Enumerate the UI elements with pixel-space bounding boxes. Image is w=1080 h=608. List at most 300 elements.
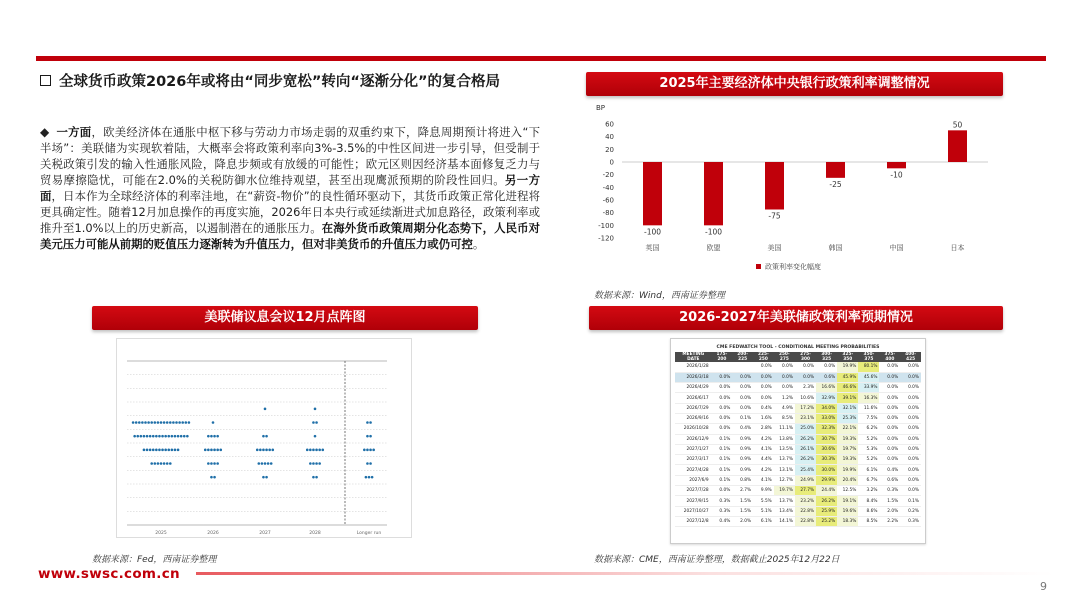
policy-rate-bar-chart — [588, 100, 1004, 280]
probability-cell: 25.4% — [795, 465, 816, 475]
probability-cell: 33.0% — [816, 413, 837, 423]
fomc-dot — [315, 476, 318, 479]
dotplot-source: 数据来源：Fed，西南证券整理 — [92, 555, 217, 565]
probability-cell: 0.0% — [879, 393, 900, 403]
probability-cell: 26.2% — [795, 434, 816, 444]
fomc-dot — [306, 449, 309, 452]
legend-label: 政策利率变化幅度 — [765, 263, 821, 271]
fomc-dot — [166, 421, 169, 424]
cme-probability-table — [675, 352, 921, 527]
probability-cell: 11.1% — [774, 424, 795, 434]
meeting-date-cell: 2027/3/17 — [675, 455, 712, 465]
probability-cell: 6.1% — [753, 516, 774, 526]
fomc-dot — [265, 476, 268, 479]
cme-source: 数据来源：CME，西南证券整理，数据截止2025年12月22日 — [594, 555, 840, 565]
probability-cell: 0.0% — [712, 393, 733, 403]
fomc-dot — [264, 462, 267, 465]
fomc-dot — [366, 421, 369, 424]
probability-cell: 5.3% — [858, 444, 879, 454]
probability-cell: 0.3% — [879, 486, 900, 496]
probability-cell: 0.0% — [753, 383, 774, 393]
probability-cell: 0.0% — [712, 403, 733, 413]
y-tick-label: -120 — [598, 234, 614, 243]
probability-cell: 0.1% — [712, 455, 733, 465]
probability-cell: 0.0% — [712, 424, 733, 434]
probability-cell: 0.6% — [879, 475, 900, 485]
probability-cell: 0.4% — [753, 403, 774, 413]
fomc-dot — [135, 421, 138, 424]
probability-cell: 8.5% — [774, 413, 795, 423]
section-heading — [40, 72, 540, 92]
fomc-dot — [171, 435, 174, 438]
y-tick-label: -80 — [602, 209, 614, 218]
probability-cell: 25.2% — [816, 516, 837, 526]
bar-韩国 — [826, 162, 845, 178]
fomc-dot — [212, 421, 215, 424]
cme-table-body — [675, 362, 921, 527]
probability-cell: 0.0% — [879, 434, 900, 444]
legend-swatch — [756, 264, 761, 269]
cme-banner: 2026-2027年美联储政策利率预期情况 — [589, 306, 1003, 330]
diamond-bullet-icon: ◆ — [40, 125, 50, 139]
y-tick-label: -40 — [602, 183, 614, 192]
probability-cell: 13.5% — [774, 444, 795, 454]
fomc-dot — [144, 421, 147, 424]
header-rule — [36, 56, 1046, 61]
fomc-dot — [178, 421, 181, 424]
bar-欧盟 — [704, 162, 723, 225]
table-row — [675, 516, 921, 526]
fomc-dot — [365, 476, 368, 479]
dotplot-x-label: 2028 — [309, 531, 321, 536]
probability-cell: 0.8% — [732, 475, 753, 485]
cme-column-header: 200-225 — [732, 352, 753, 362]
footer-url[interactable]: www.swsc.com.cn — [38, 566, 180, 582]
probability-cell: 12.5% — [837, 486, 858, 496]
probability-cell: 19.7% — [774, 486, 795, 496]
probability-cell: 16.3% — [858, 393, 879, 403]
probability-cell: 39.1% — [837, 393, 858, 403]
probability-cell: 5.2% — [858, 434, 879, 444]
fomc-dot — [210, 462, 213, 465]
probability-cell: 0.1% — [712, 444, 733, 454]
probability-cell: 1.6% — [753, 413, 774, 423]
fomc-dot — [216, 462, 219, 465]
y-tick-label: -100 — [598, 221, 614, 230]
fomc-dot — [210, 449, 213, 452]
probability-cell: 4.1% — [753, 475, 774, 485]
y-tick-label: 40 — [605, 133, 614, 142]
fomc-dot — [366, 449, 369, 452]
fomc-dot — [143, 449, 146, 452]
meeting-date-cell: 2027/12/8 — [675, 516, 712, 526]
fomc-dot — [213, 462, 216, 465]
probability-cell: 26.2% — [795, 455, 816, 465]
probability-cell: 26.1% — [795, 444, 816, 454]
fomc-dot — [207, 449, 210, 452]
probability-cell: 22.1% — [837, 424, 858, 434]
fomc-dot — [369, 462, 372, 465]
fomc-dot — [262, 449, 265, 452]
probability-cell: 24.9% — [795, 475, 816, 485]
probability-cell: 0.0% — [712, 372, 733, 382]
x-category-label: 韩国 — [828, 244, 843, 252]
cme-column-header: 400-425 — [900, 352, 921, 362]
fomc-dotplot-figure — [116, 338, 412, 538]
meeting-date-cell: 2026/6/17 — [675, 393, 712, 403]
fomc-dot — [163, 462, 166, 465]
probability-cell: 0.0% — [732, 393, 753, 403]
probability-cell: 0.0% — [879, 372, 900, 382]
fomc-dot — [258, 462, 261, 465]
dotplot-x-label: Longer run — [356, 531, 382, 536]
table-row — [675, 506, 921, 516]
cme-column-header: MEETING DATE — [675, 352, 712, 362]
table-row — [675, 362, 921, 372]
probability-cell: 19.9% — [837, 465, 858, 475]
fomc-dot — [167, 435, 170, 438]
cme-column-header: 300-325 — [816, 352, 837, 362]
probability-cell: 23.1% — [795, 413, 816, 423]
probability-cell: 30.0% — [816, 465, 837, 475]
probability-cell: 14.1% — [774, 516, 795, 526]
fomc-dot — [268, 449, 271, 452]
probability-cell: 20.4% — [837, 475, 858, 485]
meeting-date-cell: 2027/4/28 — [675, 465, 712, 475]
probability-cell: 0.0% — [712, 486, 733, 496]
fomc-dot — [132, 421, 135, 424]
probability-cell: 0.6% — [816, 372, 837, 382]
bar-英国 — [643, 162, 662, 225]
probability-cell: 13.4% — [774, 506, 795, 516]
probability-cell: 0.0% — [900, 383, 921, 393]
probability-cell: 0.0% — [900, 424, 921, 434]
cme-column-header: 350-375 — [858, 352, 879, 362]
probability-cell: 0.9% — [732, 455, 753, 465]
probability-cell: 11.6% — [858, 403, 879, 413]
fomc-dot — [136, 435, 139, 438]
probability-cell: 12.7% — [774, 475, 795, 485]
fomc-dot — [369, 449, 372, 452]
para-3-tail: 。 — [472, 237, 485, 251]
fomc-dot — [157, 421, 160, 424]
barchart-source: 数据来源：Wind，西南证券整理 — [594, 291, 725, 301]
probability-cell: 0.0% — [795, 372, 816, 382]
probability-cell: 0.0% — [900, 486, 921, 496]
cme-fedwatch-figure — [670, 338, 926, 544]
fomc-dot — [185, 421, 188, 424]
fomc-dot — [261, 462, 264, 465]
fomc-dot — [161, 449, 164, 452]
meeting-date-cell: 2026/10/28 — [675, 424, 712, 434]
cme-header-row — [675, 352, 921, 362]
probability-cell: 0.0% — [774, 383, 795, 393]
probability-cell: 19.3% — [837, 455, 858, 465]
fomc-dot — [150, 462, 153, 465]
probability-cell: 0.0% — [816, 362, 837, 372]
fomc-dot — [188, 421, 191, 424]
table-row — [675, 413, 921, 423]
fomc-dot — [315, 449, 318, 452]
probability-cell: 0.0% — [900, 465, 921, 475]
probability-cell: 0.0% — [712, 383, 733, 393]
fomc-dot — [146, 435, 149, 438]
fomc-dot — [213, 476, 216, 479]
fomc-dot — [265, 449, 268, 452]
probability-cell: 2.0% — [879, 506, 900, 516]
fomc-dot — [157, 462, 160, 465]
probability-cell: 0.0% — [900, 444, 921, 454]
probability-cell: 0.0% — [879, 424, 900, 434]
probability-cell: 0.0% — [900, 455, 921, 465]
barchart-banner: 2025年主要经济体中央银行政策利率调整情况 — [586, 72, 1003, 96]
probability-cell: 0.0% — [753, 393, 774, 403]
probability-cell: 25.3% — [837, 413, 858, 423]
probability-cell: 19.1% — [837, 496, 858, 506]
probability-cell: 26.2% — [816, 496, 837, 506]
bar-data-label: -100 — [704, 227, 723, 237]
probability-cell: 19.7% — [837, 444, 858, 454]
fomc-dot — [163, 421, 166, 424]
probability-cell: 17.2% — [795, 403, 816, 413]
probability-cell: 9.9% — [753, 486, 774, 496]
fomc-dot — [213, 449, 216, 452]
dotplot-x-label: 2025 — [155, 531, 167, 536]
probability-cell: 23.2% — [795, 496, 816, 506]
probability-cell: 45.6% — [858, 372, 879, 382]
probability-cell: 2.0% — [732, 516, 753, 526]
fomc-dot — [368, 476, 371, 479]
probability-cell: 0.1% — [900, 496, 921, 506]
probability-cell — [732, 362, 753, 372]
table-row — [675, 383, 921, 393]
probability-cell: 0.4% — [732, 424, 753, 434]
fomc-dot — [174, 435, 177, 438]
fomc-dot — [207, 462, 210, 465]
fomc-dot — [169, 462, 172, 465]
fomc-dot — [363, 449, 366, 452]
bar-data-label: 50 — [952, 120, 963, 130]
fomc-dot — [166, 462, 169, 465]
section-heading-text: 全球货币政策2026年或将由“同步宽松”转向“逐渐分化”的复合格局 — [59, 74, 500, 90]
cme-column-header: 325-350 — [837, 352, 858, 362]
meeting-date-cell: 2027/6/9 — [675, 475, 712, 485]
probability-cell: 0.0% — [795, 362, 816, 372]
para-1-text: ，欧美经济体在通胀中枢下移与劳动力市场走弱的双重约束下，降息周期预计将进入“下半场”：美联储为实现软着陆，大概率会将政策利率向3%-3.5%的中性区间进一步引导，但受制于关税政策引发的输入性通胀风险，降息步频或有放缓的可能性；欧元区则因经济基本面修复乏力与贸易摩擦隐忧，可能在2.0%的关税防御水位维持观望，甚至出现鹰派预期的阶段性回归。 — [40, 125, 540, 187]
meeting-date-cell: 2026/9/16 — [675, 413, 712, 423]
fomc-dot — [155, 435, 158, 438]
fomc-dot — [154, 421, 157, 424]
probability-cell: 0.9% — [732, 465, 753, 475]
meeting-date-cell: 2026/1/28 — [675, 362, 712, 372]
probability-cell: 0.0% — [879, 413, 900, 423]
bar-data-label: -100 — [643, 227, 662, 237]
y-tick-label: 20 — [605, 145, 614, 154]
fomc-dot — [270, 462, 273, 465]
checkbox-bullet-icon — [40, 75, 51, 86]
probability-cell: 7.5% — [858, 413, 879, 423]
x-category-label: 中国 — [889, 244, 904, 252]
probability-cell: 0.0% — [900, 413, 921, 423]
probability-cell: 30.7% — [816, 434, 837, 444]
meeting-date-cell: 2027/9/15 — [675, 496, 712, 506]
fomc-dot — [309, 449, 312, 452]
probability-cell: 2.8% — [753, 424, 774, 434]
probability-cell: 4.9% — [774, 403, 795, 413]
probability-cell: 0.0% — [900, 362, 921, 372]
para-1-lead: 一方面 — [56, 125, 92, 139]
para-2-lead: 另一方面 — [40, 173, 540, 203]
probability-cell: 16.6% — [816, 383, 837, 393]
fomc-dot — [210, 435, 213, 438]
table-row — [675, 486, 921, 496]
probability-cell: 2.7% — [732, 486, 753, 496]
probability-cell: 32.1% — [837, 403, 858, 413]
bar-美国 — [765, 162, 784, 210]
para-2-text: ，日本作为全球经济体的利率洼地，在“薪资-物价”的良性循环驱动下，其货币政策正常化进程将更具确定性。随着12月加息操作的再度实施，2026年日本央行或延续渐进式加息路径，政策利率或推升至1.0%以上的历史新高，以遏制潜在的通胀压力。 — [40, 189, 540, 235]
meeting-date-cell: 2027/7/28 — [675, 486, 712, 496]
probability-cell: 13.7% — [774, 496, 795, 506]
y-tick-label: -20 — [602, 171, 614, 180]
cme-column-header: 375-400 — [879, 352, 900, 362]
dotplot-svg — [117, 339, 413, 539]
fomc-dot — [164, 449, 167, 452]
fomc-dot — [154, 462, 157, 465]
probability-cell: 33.9% — [858, 383, 879, 393]
probability-cell: 0.0% — [900, 475, 921, 485]
fomc-dot — [314, 435, 317, 438]
bar-中国 — [887, 162, 906, 168]
fomc-dot — [160, 462, 163, 465]
probability-cell: 0.0% — [774, 372, 795, 382]
probability-cell: 0.4% — [879, 465, 900, 475]
probability-cell: 19.9% — [837, 362, 858, 372]
fomc-dot — [169, 421, 172, 424]
fomc-dot — [141, 421, 144, 424]
probability-cell: 30.3% — [816, 455, 837, 465]
fomc-dot — [180, 435, 183, 438]
probability-cell: 46.6% — [837, 383, 858, 393]
page-number: 9 — [1040, 580, 1047, 593]
fomc-dot — [271, 449, 274, 452]
bar-data-label: -75 — [768, 211, 781, 221]
cme-column-header: 225-250 — [753, 352, 774, 362]
fomc-dot — [152, 435, 155, 438]
probability-cell: 1.5% — [732, 506, 753, 516]
x-category-label: 英国 — [645, 244, 660, 252]
y-tick-label: 0 — [609, 158, 614, 167]
fomc-dot — [216, 435, 219, 438]
probability-cell: 13.1% — [774, 465, 795, 475]
dotplot-banner: 美联储议息会议12月点阵图 — [92, 306, 478, 330]
probability-cell: 0.1% — [712, 475, 733, 485]
table-row — [675, 403, 921, 413]
x-category-label: 欧盟 — [706, 244, 721, 252]
fomc-dot — [158, 449, 161, 452]
probability-cell: 25.9% — [816, 506, 837, 516]
fomc-dot — [149, 449, 152, 452]
fomc-dot — [213, 435, 216, 438]
bar-data-label: -25 — [829, 179, 842, 189]
probability-cell: 2.2% — [879, 516, 900, 526]
y-tick-label: -60 — [602, 196, 614, 205]
probability-cell: 29.9% — [816, 475, 837, 485]
probability-cell: 27.7% — [795, 486, 816, 496]
probability-cell: 6.2% — [858, 424, 879, 434]
probability-cell: 0.3% — [712, 496, 733, 506]
x-category-label: 日本 — [950, 244, 965, 252]
fomc-dot — [204, 449, 207, 452]
probability-cell: 1.5% — [732, 496, 753, 506]
probability-cell: 19.3% — [837, 434, 858, 444]
probability-cell: 1.5% — [879, 496, 900, 506]
meeting-date-cell: 2026/3/18 — [675, 372, 712, 382]
probability-cell: 0.0% — [753, 362, 774, 372]
cme-column-header: 175-200 — [712, 352, 733, 362]
fomc-dot — [177, 435, 180, 438]
probability-cell: 34.0% — [816, 403, 837, 413]
fomc-dot — [152, 449, 155, 452]
fomc-dot — [259, 449, 262, 452]
dotplot-x-label: 2026 — [207, 531, 219, 536]
probability-cell: 0.0% — [879, 362, 900, 372]
probability-cell: 0.4% — [712, 516, 733, 526]
para-3-lead: 在海外货币政策周期分化态势下，人民币对美元压力可能从前期的贬值压力逐渐转为升值压力，但对非美货币的升值压力或仍可控 — [40, 221, 540, 251]
fomc-dot — [315, 462, 318, 465]
x-category-label: 美国 — [767, 244, 782, 252]
fomc-dot — [256, 449, 259, 452]
bar-chart-svg — [588, 100, 1004, 280]
fomc-dot — [312, 421, 315, 424]
probability-cell: 0.1% — [712, 465, 733, 475]
probability-cell: 5.5% — [753, 496, 774, 506]
fomc-dot — [160, 421, 163, 424]
table-row — [675, 424, 921, 434]
probability-cell: 3.2% — [858, 486, 879, 496]
fomc-dot — [318, 462, 321, 465]
probability-cell: 4.2% — [753, 465, 774, 475]
bar-日本 — [948, 130, 967, 162]
probability-cell: 4.4% — [753, 455, 774, 465]
fomc-dot — [371, 476, 374, 479]
fomc-dot — [183, 435, 186, 438]
meeting-date-cell: 2027/1/27 — [675, 444, 712, 454]
fomc-dot — [155, 449, 158, 452]
probability-cell: 6.7% — [858, 475, 879, 485]
probability-cell: 5.1% — [753, 506, 774, 516]
probability-cell: 22.8% — [795, 516, 816, 526]
fomc-dot — [147, 421, 150, 424]
fomc-dot — [366, 462, 369, 465]
fomc-dot — [314, 408, 317, 411]
probability-cell: 13.8% — [774, 434, 795, 444]
fomc-dot — [312, 462, 315, 465]
fomc-dot — [207, 435, 210, 438]
fomc-dot — [267, 462, 270, 465]
probability-cell: 13.7% — [774, 455, 795, 465]
bar-data-label: -10 — [890, 170, 903, 180]
probability-cell: 10.6% — [795, 393, 816, 403]
probability-cell: 0.0% — [900, 393, 921, 403]
table-row — [675, 372, 921, 382]
probability-cell: 24.4% — [816, 486, 837, 496]
fomc-dot — [167, 449, 170, 452]
probability-cell: 4.1% — [753, 444, 774, 454]
meeting-date-cell: 2026/4/29 — [675, 383, 712, 393]
probability-cell: 0.2% — [900, 506, 921, 516]
probability-cell: 0.0% — [732, 403, 753, 413]
table-row — [675, 475, 921, 485]
